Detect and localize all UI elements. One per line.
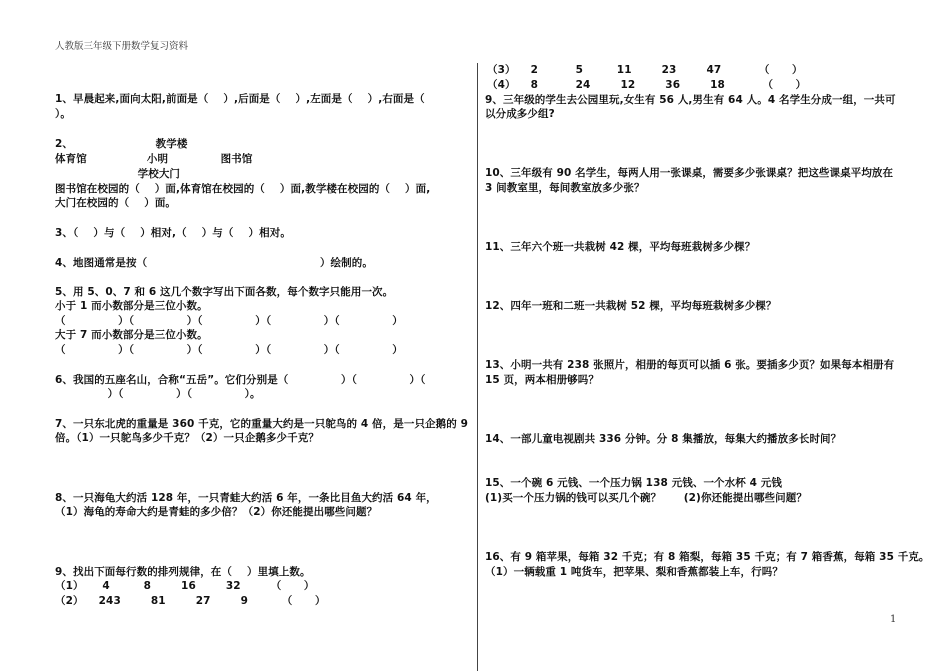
- text-line: 9、找出下面每行数的排列规律，在（ ）里填上数。: [55, 566, 311, 578]
- text-line: （ ）（ ）（ ）（ ）（ ）: [55, 315, 403, 327]
- text-line: 7、一只东北虎的重量是 360 千克，它的重量大约是一只鸵鸟的 4 倍，是一只企鹅的 9: [55, 418, 469, 430]
- text-line: ）（ ）（ ）。: [55, 388, 261, 400]
- page-number: 1: [890, 614, 897, 625]
- text-line: 体育馆 小明 图书馆: [55, 153, 253, 165]
- page-header: 人教版三年级下册数学复习资料: [55, 41, 189, 52]
- text-line: 4、地图通常是按（ ）绘制的。: [55, 257, 373, 269]
- text-line: 大门在校园的（ ）面。: [55, 197, 177, 209]
- text-line: 5、用 5、0、7 和 6 这几个数字写出下面各数，每个数字只能用一次。: [55, 286, 394, 298]
- text-line: 3、（ ）与（ ）相对,（ ）与（ ）相对。: [55, 227, 291, 239]
- text-line: 14、一部儿童电视剧共 336 分钟。分 8 集播放，每集大约播放多长时间？: [485, 433, 842, 445]
- column-divider: [477, 63, 478, 671]
- text-line: (1)买一个压力锅的钱可以买几个碗？ (2)你还能提出哪些问题？: [485, 492, 807, 504]
- text-line: 学校大门: [55, 168, 181, 180]
- text-line: （1） 4 8 16 32 （ ）: [55, 580, 315, 592]
- text-line: 3 间教室里，每间教室放多少张？: [485, 182, 645, 194]
- text-line: （1）一辆载重 1 吨货车，把苹果、梨和香蕉都装上车，行吗？: [485, 566, 783, 578]
- text-line: （1）海龟的寿命大约是青蛙的多少倍？（2）你还能提出哪些问题？: [55, 506, 378, 518]
- text-line: （4） 8 24 12 36 18 （ ）: [487, 79, 807, 91]
- text-line: 以分成多少组?: [485, 108, 555, 120]
- text-line: 15、一个碗 6 元钱、一个压力锅 138 元钱、一个水杯 4 元钱: [485, 477, 782, 489]
- text-line: 图书馆在校园的（ ）面,体育馆在校园的（ ）面,教学楼在校园的（ ）面,: [55, 183, 431, 195]
- text-line: 10、三年级有 90 名学生，每两人用一张课桌，需要多少张课桌？把这些课桌平均放在: [485, 167, 894, 179]
- text-line: 8、一只海龟大约活 128 年，一只青蛙大约活 6 年，一条比目鱼大约活 64 年，: [55, 492, 437, 504]
- text-line: （3） 2 5 11 23 47 （ ）: [487, 64, 803, 76]
- text-line: 13、小明一共有 238 张照片，相册的每页可以插 6 张。要插多少页？如果每本相册有: [485, 359, 895, 371]
- text-line: 1、早晨起来,面向太阳,前面是（ ）,后面是（ ）,左面是（ ）,右面是（: [55, 93, 425, 105]
- text-line: 6、我国的五座名山，合称“五岳”。它们分别是（ ）（ ）（: [55, 374, 426, 386]
- text-line: 小于 1 而小数部分是三位小数。: [55, 300, 208, 312]
- text-line: 倍。（1）一只鸵鸟多少千克？（2）一只企鹅多少千克？: [55, 432, 319, 444]
- text-line: 9、三年级的学生去公园里玩,女生有 56 人,男生有 64 人。4 名学生分成一组，一共可: [485, 94, 896, 106]
- text-line: （ ）（ ）（ ）（ ）（ ）: [55, 344, 403, 356]
- text-line: 11、三年六个班一共栽树 42 棵，平均每班栽树多少棵？: [485, 241, 756, 253]
- text-line: 15 页，两本相册够吗？: [485, 374, 599, 386]
- text-line: 16、有 9 箱苹果，每箱 32 千克；有 8 箱梨，每箱 35 千克；有 7 箱香蕉，每箱 35 千克。: [485, 551, 930, 563]
- text-line: 2、 教学楼: [55, 138, 188, 150]
- text-line: 12、四年一班和二班一共栽树 52 棵，平均每班栽树多少棵？: [485, 300, 777, 312]
- text-line: （2） 243 81 27 9 （ ）: [55, 595, 326, 607]
- text-line: 大于 7 而小数部分是三位小数。: [55, 329, 208, 341]
- text-line: ）。: [55, 108, 71, 120]
